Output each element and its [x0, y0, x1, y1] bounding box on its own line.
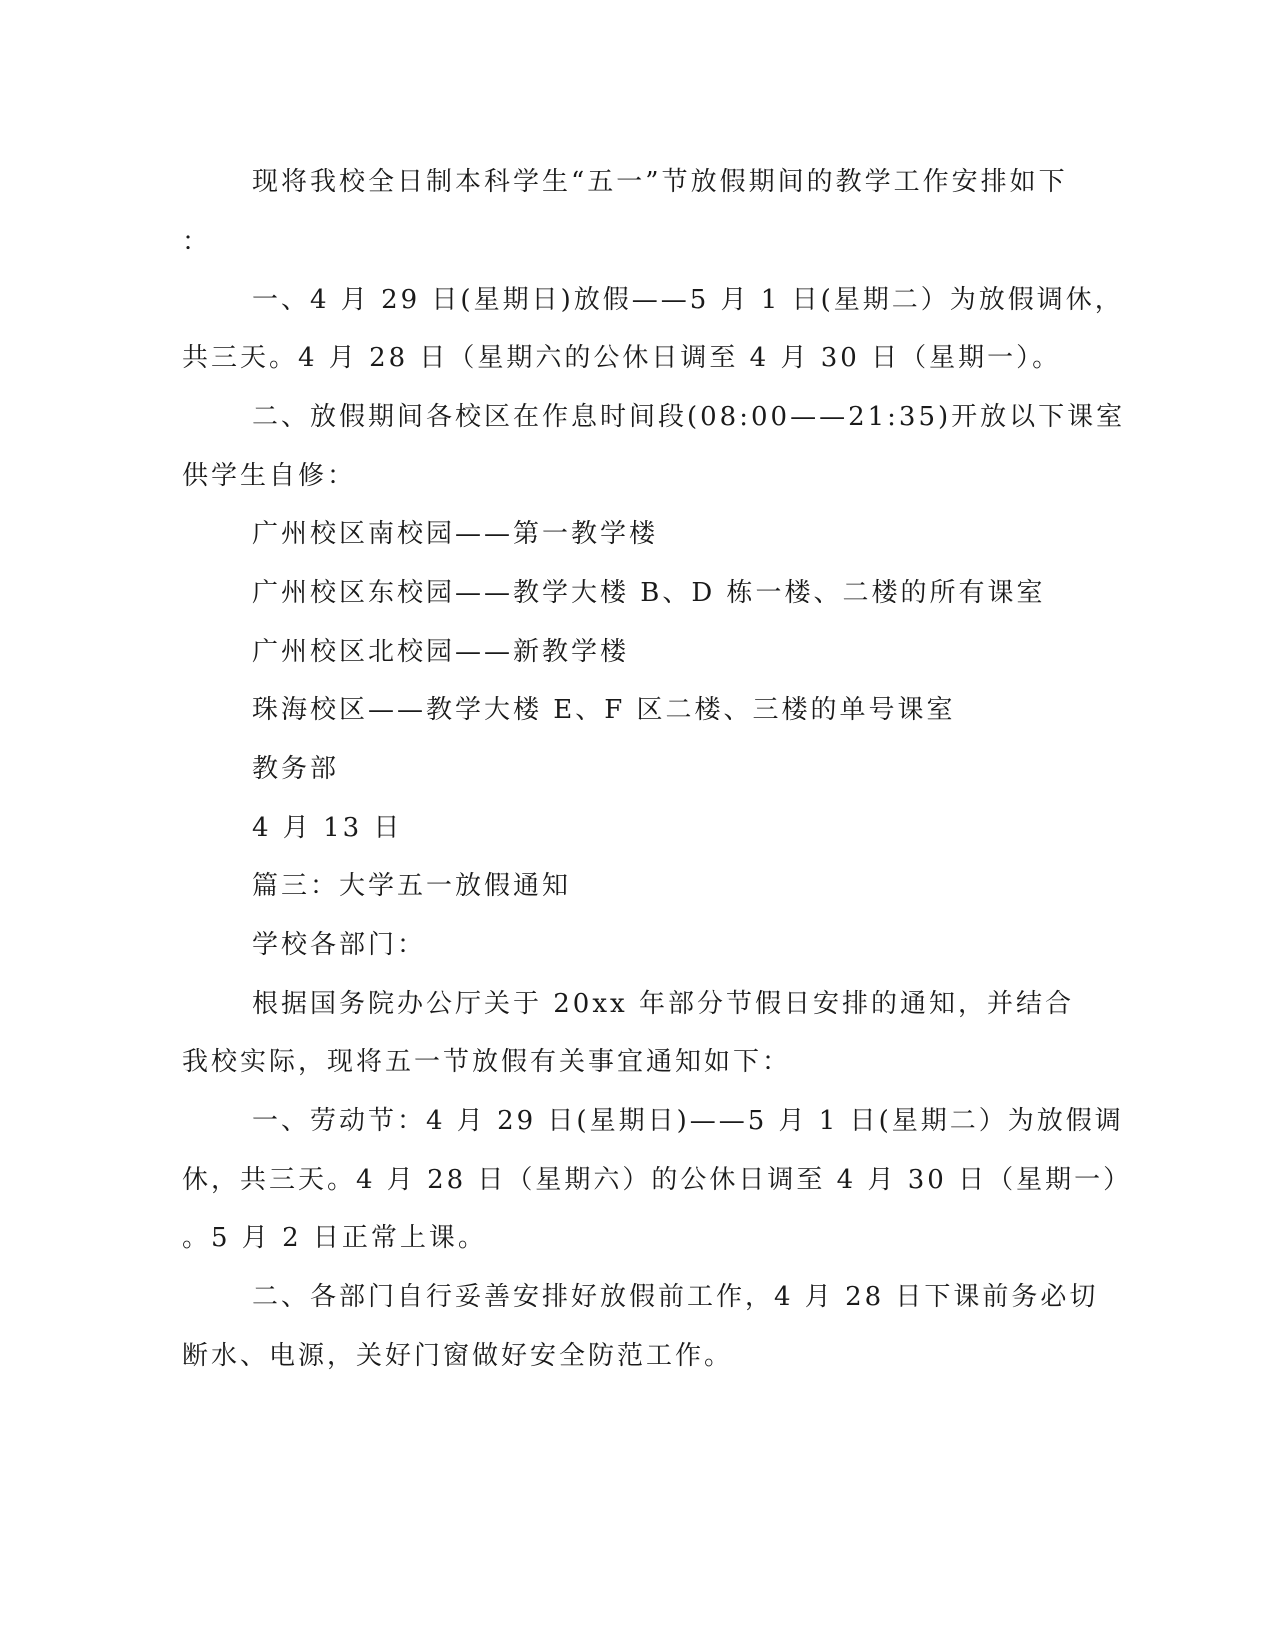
text-line: 广州校区东校园——教学大楼 B、D 栋一楼、二楼的所有课室	[252, 578, 1046, 608]
text-line: 供学生自修：	[182, 461, 357, 491]
text-line: 二、放假期间各校区在作息时间段(08:00——21:35)开放以下课室	[252, 402, 1126, 432]
text-line: 根据国务院办公厅关于 20xx 年部分节假日安排的通知，并结合	[252, 989, 1074, 1019]
text-line: 休，共三天。4 月 28 日（星期六）的公休日调至 4 月 30 日（星期一）	[182, 1165, 1133, 1195]
text-line: 篇三：大学五一放假通知	[252, 871, 572, 901]
text-line: 。5 月 2 日正常上课。	[182, 1223, 487, 1253]
text-line: 一、4 月 29 日(星期日)放假——5 月 1 日(星期二）为放假调休，	[252, 285, 1124, 315]
text-line: 共三天。4 月 28 日（星期六的公休日调至 4 月 30 日（星期一）。	[182, 343, 1062, 373]
text-line: 我校实际，现将五一节放假有关事宜通知如下：	[182, 1047, 792, 1077]
text-line: 教务部	[252, 754, 340, 784]
text-line: 二、各部门自行妥善安排好放假前工作，4 月 28 日下课前务必切	[252, 1282, 1099, 1312]
text-line: 断水、电源，关好门窗做好安全防范工作。	[182, 1341, 734, 1371]
text-line: 广州校区北校园——新教学楼	[252, 637, 630, 667]
text-line: 一、劳动节：4 月 29 日(星期日)——5 月 1 日(星期二）为放假调	[252, 1106, 1124, 1136]
text-line: 现将我校全日制本科学生“五一”节放假期间的教学工作安排如下	[252, 167, 1068, 197]
text-line: 学校各部门：	[252, 930, 427, 960]
text-line: 珠海校区——教学大楼 E、F 区二楼、三楼的单号课室	[252, 695, 956, 725]
text-line: 广州校区南校园——第一教学楼	[252, 519, 659, 549]
text-line: ：	[182, 227, 212, 257]
text-line: 4 月 13 日	[252, 813, 403, 843]
